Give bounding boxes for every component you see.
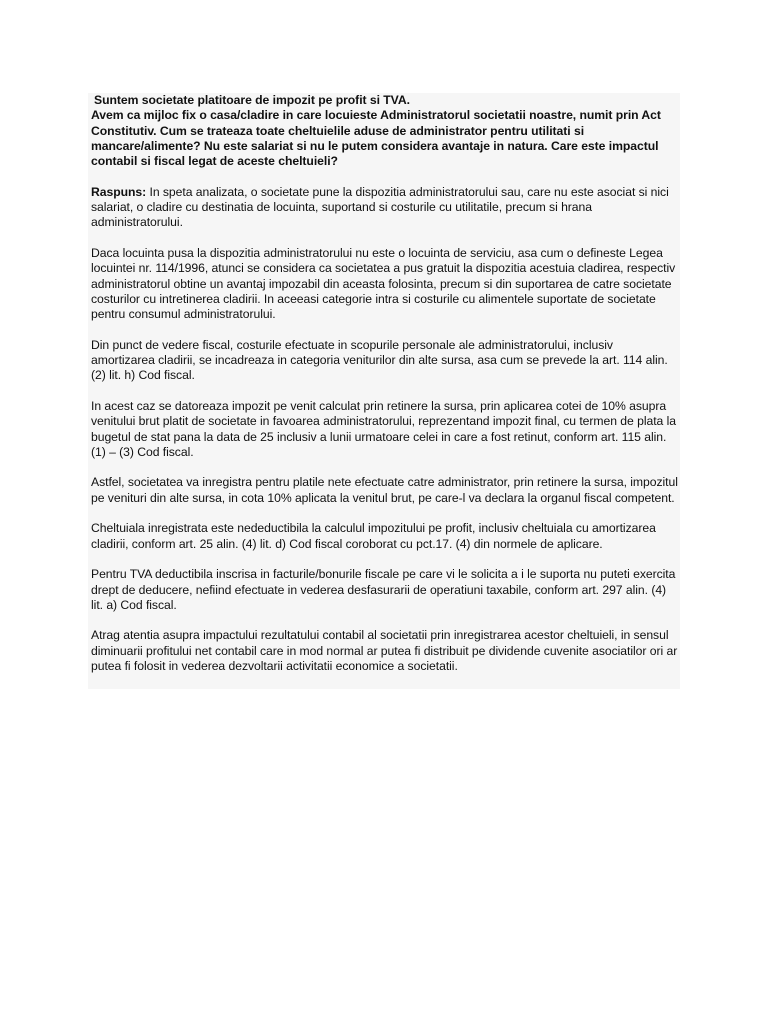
paragraph-3: In acest caz se datoreaza impozit pe venit calculat prin retinere la sursa, prin aplicarea cotei de 10% asupra venitului brut platit de societate in favoarea administratorului, reprezentand impozit final, cu termen de plata la bugetul de stat pana la data de 25 inclusiv a lunii urmatoare celei in care a fost retinut, conform art. 115 alin. (1) – (3) Cod fiscal. <box>91 398 676 459</box>
answer-lead: Raspuns: <box>91 184 147 199</box>
answer-text: In speta analizata, o societate pune la dispozitia administratorului sau, care nu este asociat si nici salariat, o cladire cu destinatia de locuinta, suportand si costurile cu utilitatile, precum si hrana administratorului. <box>91 184 669 230</box>
document-body <box>88 93 680 689</box>
paragraph-2: Din punct de vedere fiscal, costurile efectuate in scopurile personale ale administratorului, inclusiv amortizarea cladirii, se incadreaza in categoria veniturilor din alte sursa, asa cum se prevede la art. 114 alin. (2) lit. h) Cod fiscal. <box>91 337 668 383</box>
paragraph-1: Daca locuinta pusa la dispozitia administratorului nu este o locuinta de serviciu, asa cum o defineste Legea locuintei nr. 114/1996, atunci se considera ca societatea a pus gratuit la dispozitia acestuia cladirea, respectiv administratorul obtine un avantaj impozabil din aceasta folosinta, precum si din suportarea de catre societate costurilor cu intretinerea cladirii. In aceeasi categorie intra si costurile cu alimentele suportate de societate pentru consumul administratorului. <box>91 245 676 322</box>
answer-paragraph <box>91 185 680 231</box>
question-line-1: Suntem societate platitoare de impozit pe profit si TVA. <box>94 93 410 107</box>
paragraph-7: Atrag atentia asupra impactului rezultatului contabil al societatii prin inregistrarea acestor cheltuieli, in sensul diminuarii profitului net contabil care in mod normal ar putea fi distribuit pe dividende cuvenite asociatilor ori ar putea fi folosit in vederea dezvoltarii activitatii economice a societatii. <box>91 628 678 673</box>
question-heading <box>91 93 680 169</box>
paragraph-5: Cheltuiala inregistrata este nedeductibila la calculul impozitului pe profit, inclusiv cheltuiala cu amortizarea cladirii, conform art. 25 alin. (4) lit. d) Cod fiscal coroborat cu pct.17. (4) din normele de aplicare. <box>91 521 656 551</box>
paragraph-4: Astfel, societatea va inregistra pentru platile nete efectuate catre administrator, prin retinere la sursa, impozitul pe venituri din alte sursa, in cota 10% aplicata la venitul brut, pe care-l va declara la organul fiscal competent. <box>91 475 678 505</box>
paragraph-6: Pentru TVA deductibila inscrisa in facturile/bonurile fiscale pe care vi le solicita a i le suporta nu puteti exercita drept de deducere, nefiind efectuate in vederea desfasurarii de operatiuni taxabile, conform art. 297 alin. (4) lit. a) Cod fiscal. <box>91 567 676 612</box>
question-text: Avem ca mijloc fix o casa/cladire in care locuieste Administratorul societatii noastre, numit prin Act Constitutiv. Cum se trateaza toate cheltuielile aduse de administrator pentru utilitati si mancare/alimente? Nu este salariat si nu le putem considera avantaje in natura. Care este impactul contabil si fiscal legat de aceste cheltuieli? <box>91 108 661 169</box>
